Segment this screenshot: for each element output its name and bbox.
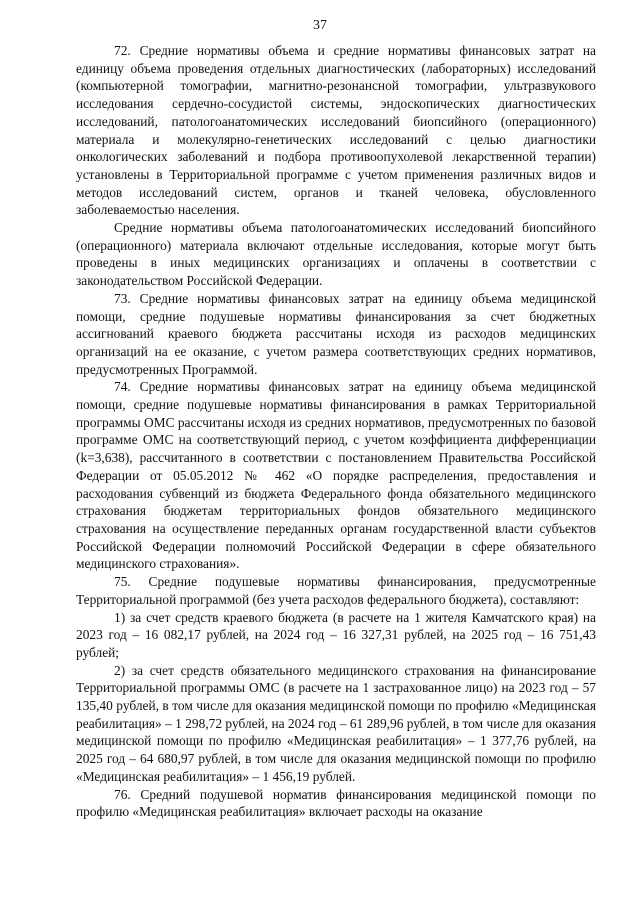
paragraph-75-item-1: 1) за счет средств краевого бюджета (в расчете на 1 жителя Камчатского края) на 2023 год – 16 082,17 рублей, на 2024 год – 16 327,31 рублей, на 2025 год – 16 751,43 рублей; — [76, 609, 596, 660]
paragraph-73: 73. Средние нормативы финансовых затрат на единицу объема медицинской помощи, средние подушевые нормативы финансирования за счет бюджетных ассигнований краевого бюджета рассчитаны исходя из расходов медицинских организаций на ее оказание, с учетом размера соответствующих средних нормативов, предусмотренных Программой. — [76, 290, 596, 377]
paragraph-75-item-2: 2) за счет средств обязательного медицинского страхования на финансирование Территориальной программы ОМС (в расчете на 1 застрахованное лицо) на 2023 год – 57 135,40 рублей, в том числе для оказания медицинской помощи по профилю «Медицинская реабилитация» – 1 298,72 рублей, на 2024 год – 61 289,96 рублей, в том числе для оказания медицинской помощи по профилю «Медицинская реабилитация» – 1 377,76 рублей, на 2025 год – 64 680,97 рублей, в том числе для оказания медицинской помощи по профилю «Медицинская реабилитация» – 1 456,19 рублей. — [76, 662, 596, 784]
document-body — [76, 42, 596, 821]
paragraph-72: 72. Средние нормативы объема и средние нормативы финансовых затрат на единицу объема проведения отдельных диагностических (лабораторных) исследований (компьютерной томографии, магнитно-резонансной томографии, ультразвукового исследования сердечно-сосудистой системы, эндоскопических диагностических исследований, патологоанатомических исследований биопсийного (операционного) материала и молекулярно-генетических исследований с целью диагностики онкологических заболеваний и подбора противоопухолевой лекарственной терапии) установлены в Территориальной программе с учетом применения различных видов и методов исследований систем, органов и тканей человека, обусловленного заболеваемостью населения. — [76, 43, 596, 218]
paragraph-74: 74. Средние нормативы финансовых затрат на единицу объема медицинской помощи, средние подушевые нормативы финансирования в рамках Территориальной программы ОМС рассчитаны исходя из средних нормативов, предусмотренных по базовой программе ОМС на соответствующий период, с учетом коэффициента дифференциации (k=3,638), рассчитанного в соответствии с постановлением Правительства Российской Федерации от 05.05.2012 № 462 «О порядке распределения, предоставления и расходования субвенций из бюджета Федерального фонда обязательного медицинского страхования бюджетам территориальных фондов обязательного медицинского страхования на осуществление переданных органам государственной власти субъектов Российской Федерации полномочий Российской Федерации в сфере обязательного медицинского страхования». — [76, 379, 596, 572]
paragraph-72-note: Средние нормативы объема патологоанатомических исследований биопсийного (операционного) материала включают отдельные исследования, которые могут быть проведены в иных медицинских организациях и оплачены в соответствии с законодательством Российской Федерации. — [76, 220, 596, 289]
page-number: 37 — [313, 18, 327, 33]
paragraph-75: 75. Средние подушевые нормативы финансирования, предусмотренные Территориальной программой (без учета расходов федерального бюджета), составляют: — [76, 574, 596, 607]
paragraph-76: 76. Средний подушевой норматив финансирования медицинской помощи по профилю «Медицинская реабилитация» включает расходы на оказание — [76, 786, 596, 820]
